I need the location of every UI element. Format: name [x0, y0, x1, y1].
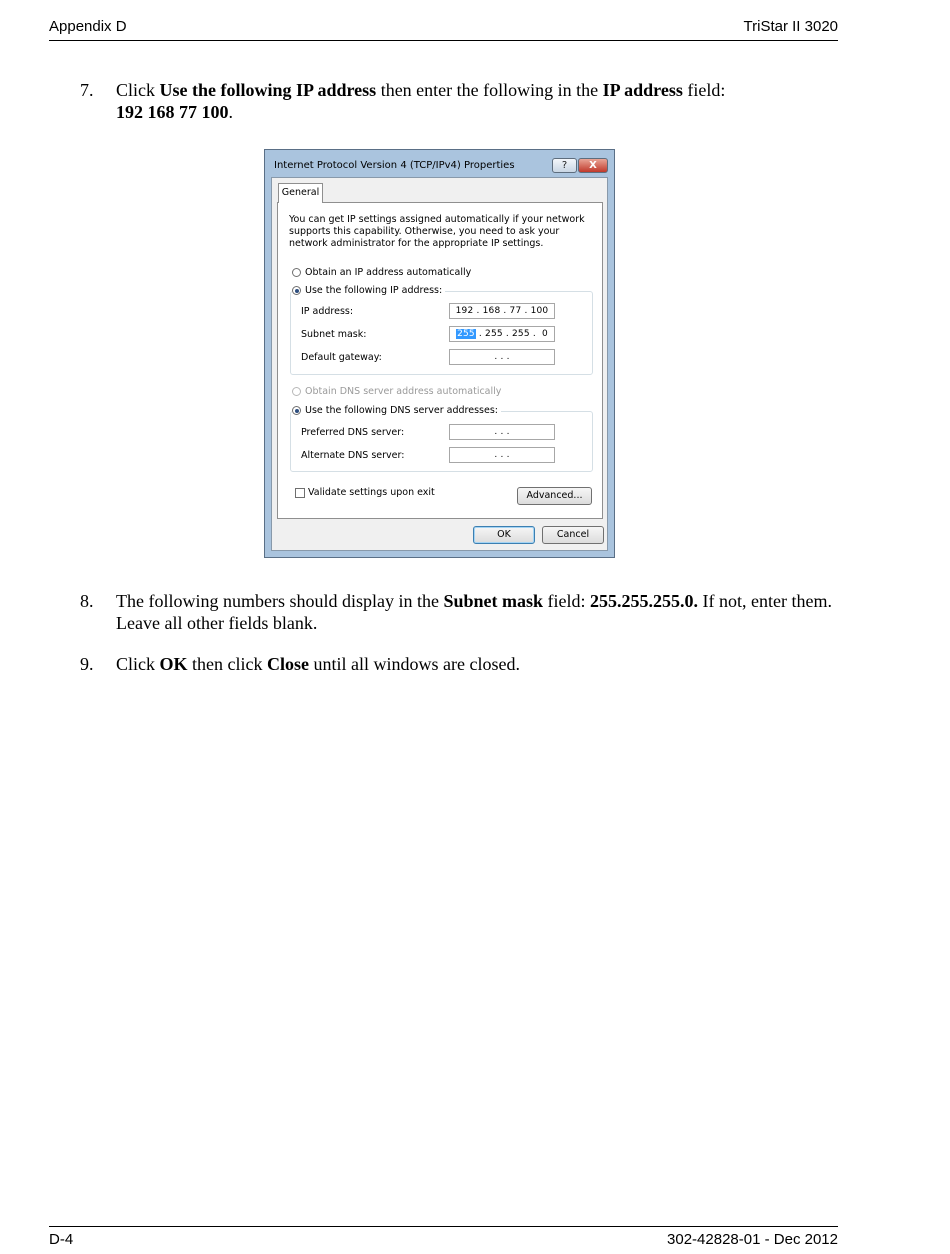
step-text: [116, 653, 836, 675]
bold-text: IP address: [602, 80, 683, 100]
dialog-client-area: [271, 177, 608, 551]
text: Click: [116, 80, 160, 100]
radio-use-ip[interactable]: [292, 285, 445, 296]
checkbox-icon: [295, 488, 305, 498]
page-header: [49, 18, 838, 41]
bold-text: 255.255.255.0.: [590, 591, 699, 611]
tcpip-properties-dialog: [264, 149, 615, 558]
radio-obtain-ip-auto[interactable]: [292, 267, 471, 278]
close-button[interactable]: X: [578, 158, 608, 173]
subnet-mask-input[interactable]: [449, 326, 555, 342]
subnet-rest: . 255 . 255 . 0: [475, 329, 548, 339]
subnet-mask-label: Subnet mask:: [301, 329, 367, 340]
document-number: 302-42828-01 - Dec 2012: [667, 1231, 838, 1248]
radio-label: Use the following DNS server addresses:: [305, 405, 498, 416]
radio-checked-icon: [292, 406, 301, 415]
header-product: TriStar II 3020: [743, 18, 838, 35]
dialog-title: Internet Protocol Version 4 (TCP/IPv4) Properties: [274, 160, 515, 171]
text: Click: [116, 654, 160, 674]
radio-label: Obtain an IP address automatically: [305, 267, 472, 278]
preferred-dns-input[interactable]: . . .: [449, 424, 555, 440]
radio-label: Obtain DNS server address automatically: [305, 386, 502, 397]
bold-text: Use the following IP address: [159, 80, 377, 100]
radio-obtain-dns-auto[interactable]: [292, 386, 501, 397]
alternate-dns-input[interactable]: . . .: [449, 447, 555, 463]
default-gateway-label: Default gateway:: [301, 352, 382, 363]
bold-text: OK: [159, 654, 188, 674]
dns-group: [290, 411, 593, 472]
step-text: [116, 590, 836, 634]
header-section: Appendix D: [49, 18, 127, 35]
advanced-button[interactable]: Advanced...: [517, 487, 592, 505]
bold-text: Subnet mask: [443, 591, 544, 611]
radio-use-dns[interactable]: [292, 405, 501, 416]
page-footer: [49, 1226, 838, 1249]
bold-text: 192 168 77 100: [116, 102, 229, 122]
text: until all windows are closed.: [309, 654, 520, 674]
general-panel: [277, 202, 603, 519]
text: The following numbers should display in the: [116, 591, 444, 611]
text: then enter the following in the: [376, 80, 603, 100]
selected-text: 255: [457, 329, 475, 339]
text: field:: [543, 591, 591, 611]
text: field:: [682, 80, 726, 100]
preferred-dns-label: Preferred DNS server:: [301, 427, 405, 438]
ip-address-label: IP address:: [301, 306, 354, 317]
help-button[interactable]: ?: [552, 158, 577, 173]
radio-checked-icon: [292, 286, 301, 295]
default-gateway-input[interactable]: . . .: [449, 349, 555, 365]
ip-address-input[interactable]: 192 . 168 . 77 . 100: [449, 303, 555, 319]
step-number: 8.: [80, 591, 94, 611]
radio-unchecked-icon: [292, 268, 301, 277]
text: then click: [187, 654, 267, 674]
step-number: 9.: [80, 654, 94, 674]
radio-label: Use the following IP address:: [305, 285, 443, 296]
text: .: [228, 102, 233, 122]
alternate-dns-label: Alternate DNS server:: [301, 450, 405, 461]
ok-button[interactable]: OK: [473, 526, 535, 544]
page-number: D-4: [49, 1231, 74, 1248]
ip-group: [290, 291, 593, 375]
info-text: You can get IP settings assigned automatically if your network supports this capability. Otherwise, you need to ask your network administrator for the appropriate IP settings.: [289, 214, 585, 249]
cancel-button[interactable]: Cancel: [542, 526, 604, 544]
checkbox-label: Validate settings upon exit: [308, 487, 435, 498]
step-text: [116, 79, 836, 123]
step-number: 7.: [80, 80, 94, 100]
tab-general[interactable]: General: [278, 183, 323, 203]
radio-disabled-icon: [292, 387, 301, 396]
text: If not, enter them. Leave all other fields blank.: [116, 591, 832, 633]
validate-checkbox[interactable]: [295, 487, 435, 498]
bold-text: Close: [267, 654, 309, 674]
